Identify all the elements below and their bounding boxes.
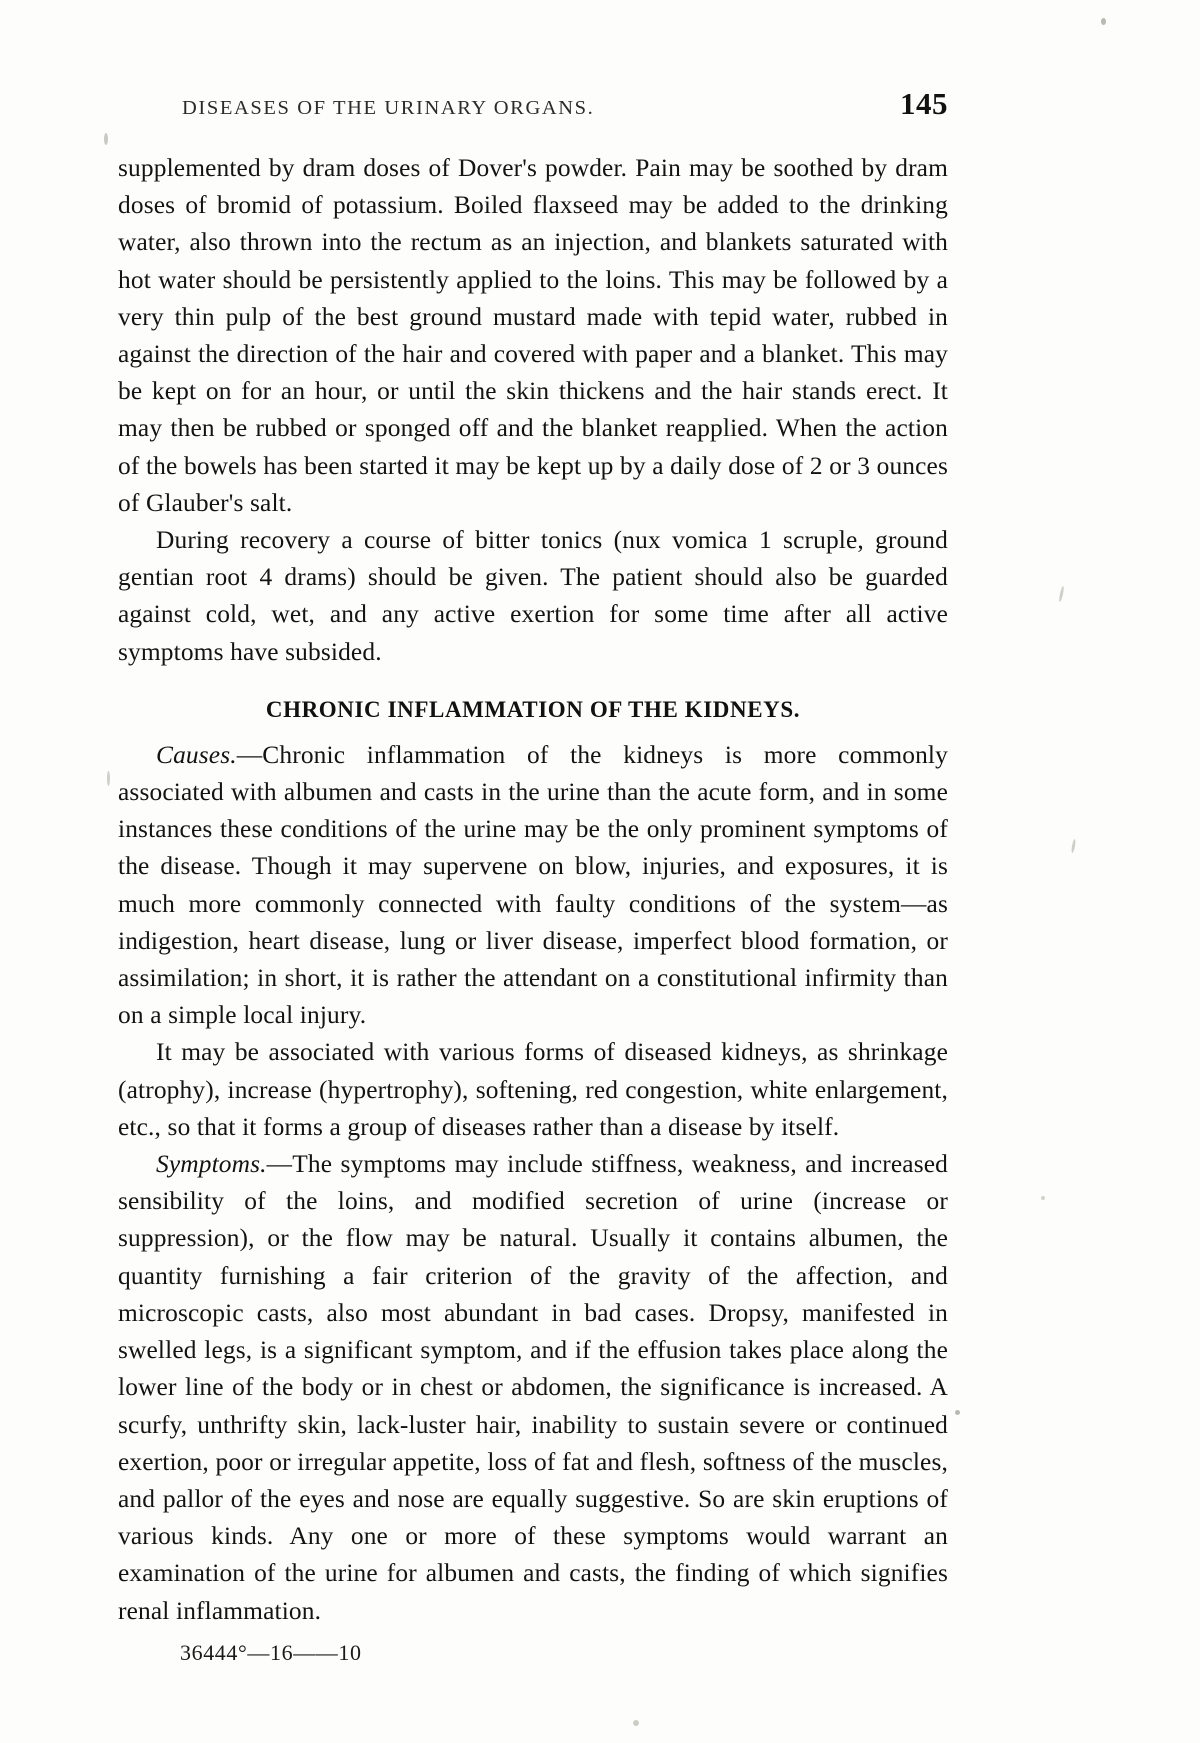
- paper-speck: [1071, 839, 1076, 853]
- paper-speck: [1041, 1196, 1045, 1200]
- body-paragraph-1: supplemented by dram doses of Dover's powder. Pain may be soothed by dram doses of bromid of potassium. Boiled flaxseed may be added to the drinking water, also thrown into the rectum as an injection, and blankets saturated with hot water should be persistently applied to the loins. This may be followed by a very thin pulp of the best ground mustard made with tepid water, rubbed in against the direction of the hair and covered with paper and a blanket. This may be kept on for an hour, or until the skin thickens and the hair stands erect. It may then be rubbed or sponged off and the blanket reapplied. When the action of the bowels has been started it may be kept up by a daily dose of 2 or 3 ounces of Glauber's salt.: [118, 154, 948, 517]
- symptoms-run-in-label: Symptoms.: [156, 1150, 267, 1179]
- body-paragraph-5: [118, 1146, 948, 1630]
- section-heading: CHRONIC INFLAMMATION OF THE KIDNEYS.: [265, 696, 801, 722]
- paper-speck: [107, 771, 110, 786]
- paper-speck: [1101, 18, 1106, 25]
- paper-speck: [633, 1720, 639, 1726]
- body-paragraph-3: [118, 737, 948, 1035]
- paper-speck: [1058, 586, 1064, 602]
- paper-speck: [104, 133, 108, 145]
- symptoms-text: —The symptoms may include stiffness, weakness, and increased sensibility of the loins, and modified secretion of urine (increase or suppression), or the flow may be natural. Usually it contains albumen, the quantity furnishing a fair criterion of the gravity of the affection, and microscopic casts, also most abundant in bad cases. Dropsy, manifested in swelled legs, is a significant symptom, and if the effusion takes place along the lower line of the body or in chest or abdomen, the significance is increased. A scurfy, unthrifty skin, lack-luster hair, inability to sustain severe or continued exertion, poor or irregular appetite, loss of fat and flesh, softness of the muscles, and pallor of the eyes and nose are equally suggestive. So are skin eruptions of various kinds. Any one or more of these symptoms would warrant an examination of the urine for albumen and casts, the finding of which signifies renal inflammation.: [118, 1150, 948, 1625]
- body-paragraph-2: During recovery a course of bitter tonics (nux vomica 1 scruple, ground gentian root 4 drams) should be given. The patient should also be guarded against cold, wet, and any active exertion for some time after all active symptoms have subsided.: [118, 526, 948, 666]
- running-head: [118, 86, 948, 122]
- signature-mark: 36444°—16——10: [180, 1639, 362, 1665]
- body-paragraph-4: It may be associated with various forms of diseased kidneys, as shrinkage (atrophy), increase (hypertrophy), softening, red congestion, white enlargement, etc., so that it forms a group of diseases rather than a disease by itself.: [118, 1038, 948, 1141]
- paper-speck: [955, 1410, 960, 1415]
- page-content: [118, 86, 948, 1666]
- causes-text: —Chronic inflammation of the kidneys is more commonly associated with albumen and casts in the urine than the acute form, and in some instances these conditions of the urine may be the only prominent symptoms of the disease. Though it may supervene on blow, injuries, and exposures, it is much more commonly connected with faulty conditions of the system—as indigestion, heart disease, lung or liver disease, imperfect blood formation, or assimilation; in short, it is rather the attendant on a constitutional infirmity than on a simple local injury.: [118, 740, 948, 1030]
- page-number: 145: [900, 86, 948, 121]
- running-head-title: DISEASES OF THE URINARY ORGANS.: [182, 97, 595, 119]
- causes-run-in-label: Causes.: [156, 740, 237, 769]
